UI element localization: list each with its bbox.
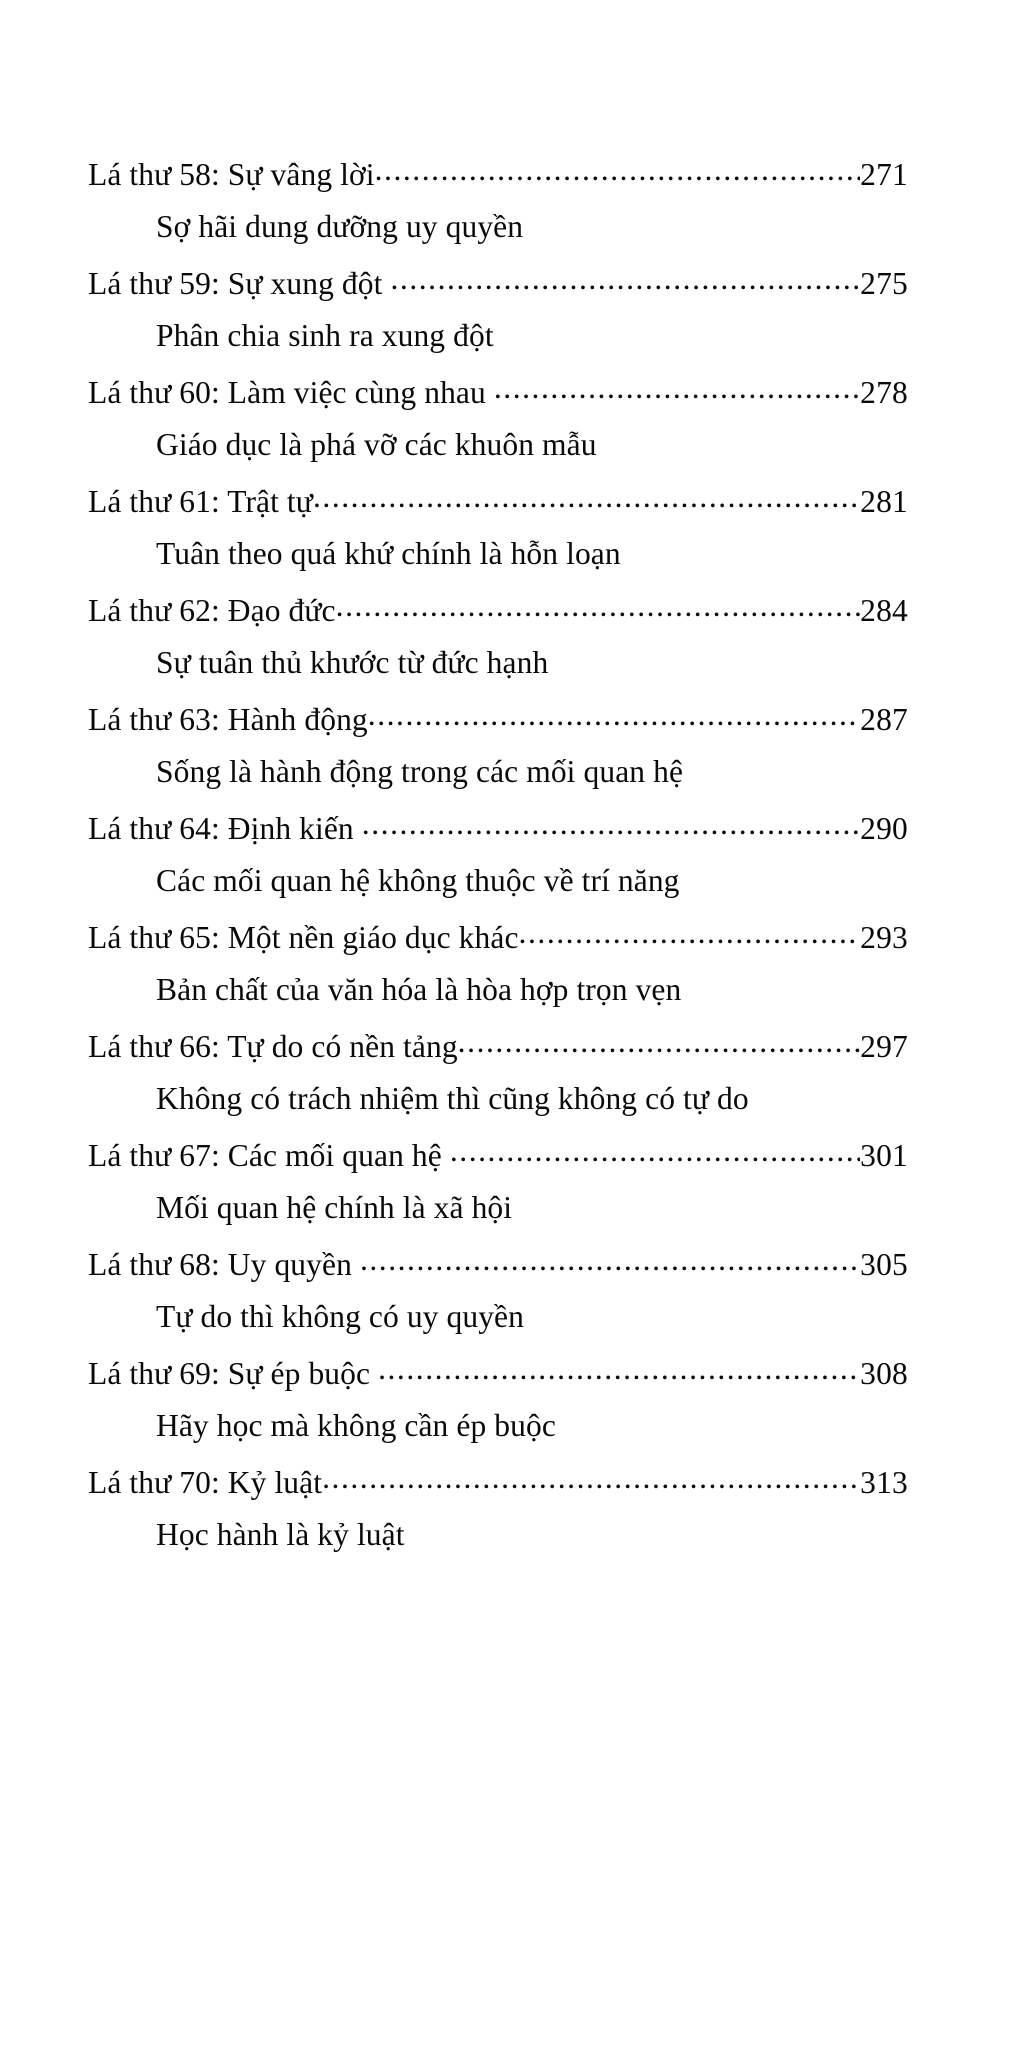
toc-entry xyxy=(88,913,908,1016)
dot-leader xyxy=(519,917,861,949)
toc-entry-link[interactable] xyxy=(88,586,908,636)
toc-entry-subtitle: Giáo dục là phá vỡ các khuôn mẫu xyxy=(156,427,597,462)
dot-leader xyxy=(382,263,860,295)
toc-entry-link[interactable] xyxy=(88,259,908,309)
dot-leader xyxy=(313,481,860,513)
toc-entry-link[interactable] xyxy=(88,150,908,200)
toc-entry-page-number: 301 xyxy=(860,1138,908,1173)
toc-entry xyxy=(88,586,908,689)
toc-entry-page-number: 284 xyxy=(860,593,908,628)
toc-entry-title: Lá thư 66: Tự do có nền tảng xyxy=(88,1029,458,1064)
toc-entry-subtitle: Phân chia sinh ra xung đột xyxy=(156,318,494,353)
toc-entry-link[interactable] xyxy=(88,1240,908,1290)
toc-entry-link[interactable] xyxy=(88,1458,908,1508)
toc-entry-title: Lá thư 63: Hành động xyxy=(88,702,368,737)
toc-entry xyxy=(88,1349,908,1452)
toc-entry xyxy=(88,1022,908,1125)
toc-entry xyxy=(88,1131,908,1234)
toc-entry-title: Lá thư 67: Các mối quan hệ xyxy=(88,1138,442,1173)
toc-entry-page-number: 313 xyxy=(860,1465,908,1500)
dot-leader xyxy=(458,1026,860,1058)
table-of-contents-list xyxy=(88,150,908,1567)
toc-entry-subtitle: Sự tuân thủ khước từ đức hạnh xyxy=(156,645,549,680)
toc-entry-page-number: 308 xyxy=(860,1356,908,1391)
toc-entry-link[interactable] xyxy=(88,368,908,418)
dot-leader xyxy=(375,154,861,186)
toc-entry-link[interactable] xyxy=(88,477,908,527)
toc-entry-title: Lá thư 62: Đạo đức xyxy=(88,593,336,628)
toc-entry-page-number: 287 xyxy=(860,702,908,737)
toc-entry-subtitle: Tuân theo quá khứ chính là hỗn loạn xyxy=(156,536,621,571)
dot-leader xyxy=(370,1353,860,1385)
toc-entry-page-number: 293 xyxy=(860,920,908,955)
toc-entry-title: Lá thư 70: Kỷ luật xyxy=(88,1465,323,1500)
toc-entry-title: Lá thư 61: Trật tự xyxy=(88,484,313,519)
toc-entry-title: Lá thư 68: Uy quyền xyxy=(88,1247,352,1282)
dot-leader xyxy=(442,1135,860,1167)
toc-entry-subtitle: Tự do thì không có uy quyền xyxy=(156,1299,524,1334)
toc-entry-page-number: 281 xyxy=(860,484,908,519)
toc-entry-page-number: 278 xyxy=(860,375,908,410)
toc-entry-page-number: 275 xyxy=(860,266,908,301)
dot-leader xyxy=(354,808,860,840)
toc-entry-subtitle: Hãy học mà không cần ép buộc xyxy=(156,1408,556,1443)
toc-entry-page-number: 297 xyxy=(860,1029,908,1064)
toc-entry-link[interactable] xyxy=(88,1022,908,1072)
toc-entry-subtitle: Mối quan hệ chính là xã hội xyxy=(156,1190,513,1225)
toc-entry-subtitle: Sợ hãi dung dưỡng uy quyền xyxy=(156,209,524,244)
toc-entry-link[interactable] xyxy=(88,1131,908,1181)
toc-entry xyxy=(88,1458,908,1561)
toc-entry xyxy=(88,368,908,471)
toc-entry xyxy=(88,150,908,253)
toc-entry-page-number: 305 xyxy=(860,1247,908,1282)
toc-entry-subtitle: Sống là hành động trong các mối quan hệ xyxy=(156,754,684,789)
dot-leader xyxy=(322,1462,860,1494)
toc-entry-subtitle: Các mối quan hệ không thuộc về trí năng xyxy=(156,863,680,898)
toc-entry xyxy=(88,477,908,580)
toc-entry-page-number: 271 xyxy=(860,157,908,192)
toc-entry xyxy=(88,259,908,362)
dot-leader xyxy=(352,1244,860,1276)
dot-leader xyxy=(336,590,861,622)
dot-leader xyxy=(368,699,860,731)
toc-entry-subtitle: Bản chất của văn hóa là hòa hợp trọn vẹn xyxy=(156,972,682,1007)
toc-entry-link[interactable] xyxy=(88,913,908,963)
toc-entry xyxy=(88,804,908,907)
toc-entry-title: Lá thư 69: Sự ép buộc xyxy=(88,1356,371,1391)
toc-entry xyxy=(88,695,908,798)
dot-leader xyxy=(486,372,860,404)
toc-entry-subtitle: Không có trách nhiệm thì cũng không có tự do xyxy=(156,1081,749,1116)
toc-entry-title: Lá thư 58: Sự vâng lời xyxy=(88,157,375,192)
toc-entry-link[interactable] xyxy=(88,695,908,745)
toc-entry-page-number: 290 xyxy=(860,811,908,846)
toc-entry xyxy=(88,1240,908,1343)
toc-entry-link[interactable] xyxy=(88,804,908,854)
toc-entry-title: Lá thư 60: Làm việc cùng nhau xyxy=(88,375,486,410)
toc-entry-title: Lá thư 59: Sự xung đột xyxy=(88,266,383,301)
toc-entry-link[interactable] xyxy=(88,1349,908,1399)
toc-entry-subtitle: Học hành là kỷ luật xyxy=(156,1517,405,1552)
toc-entry-title: Lá thư 65: Một nền giáo dục khác xyxy=(88,920,519,955)
toc-entry-title: Lá thư 64: Định kiến xyxy=(88,811,354,846)
